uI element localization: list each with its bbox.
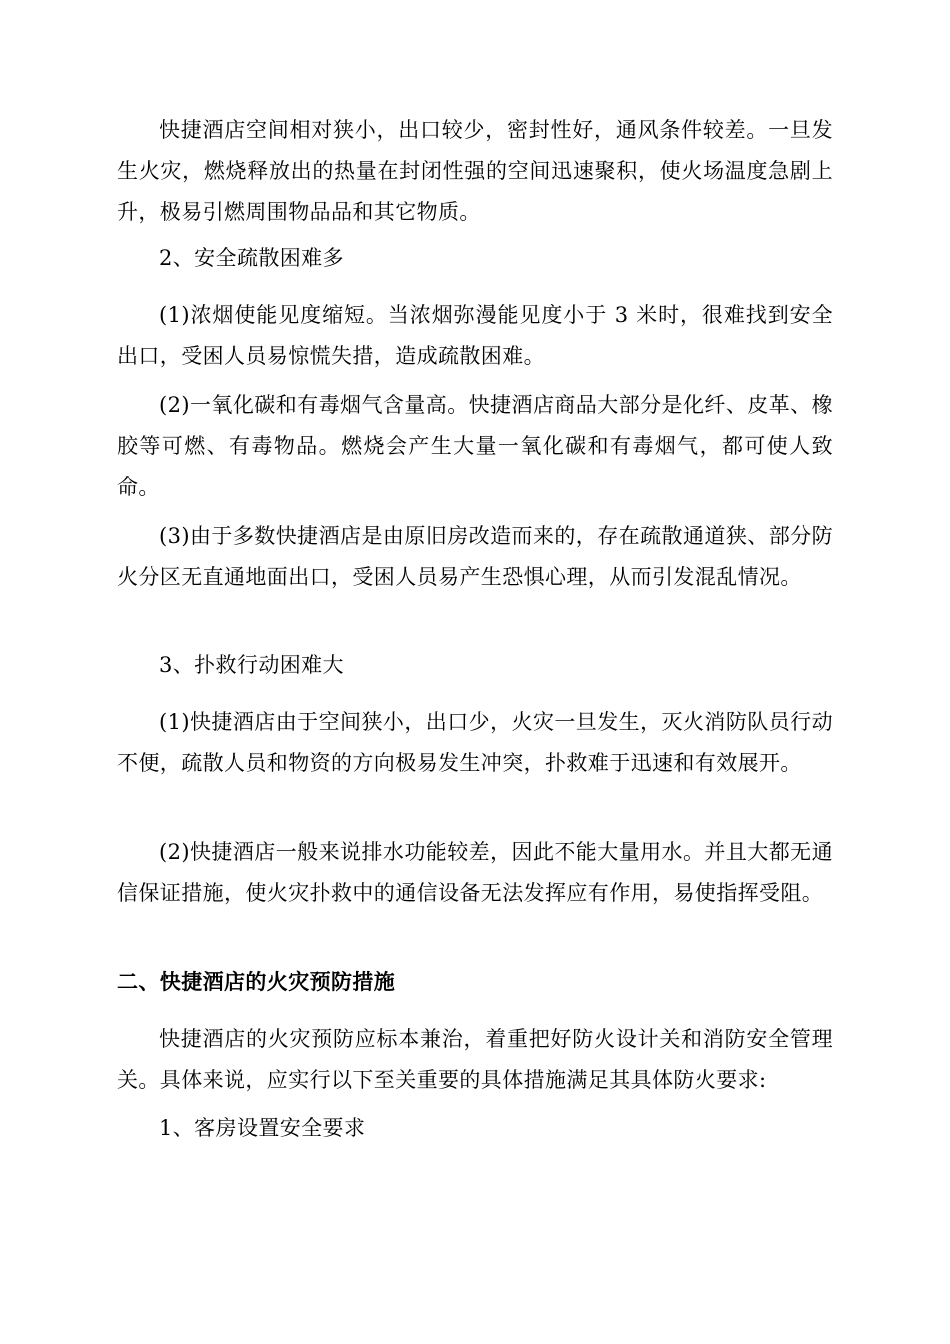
paragraph-narrow-exits: (3)由于多数快捷酒店是由原旧房改造而来的，存在疏散通道狭、部分防火分区无直通地面出口，受困人员易产生恐惧心理，从而引发混乱情况。: [117, 524, 833, 589]
paragraph-toxic-gas: (2)一氧化碳和有毒烟气含量高。快捷酒店商品大部分是化纤、皮革、橡胶等可燃、有毒物品。燃烧会产生大量一氧化碳和有毒烟气，都可使人致命。: [117, 393, 833, 499]
subheading-rescue-difficulty: 3、扑救行动困难大: [159, 653, 344, 677]
paragraph-drainage-communication: (2)快捷酒店一般来说排水功能较差，因此不能大量用水。并且大都无通信保证措施，使火灾扑救中的通信设备无法发挥应有作用，易使指挥受阻。: [117, 840, 833, 905]
subheading-evacuation-difficulty: 2、安全疏散困难多: [159, 246, 344, 270]
paragraph-firefighting-obstacles: (1)快捷酒店由于空间狭小，出口少，火灾一旦发生，灭火消防队员行动不便，疏散人员和物资的方向极易发生冲突，扑救难于迅速和有效展开。: [117, 710, 833, 775]
paragraph-smoke-visibility: (1)浓烟使能见度缩短。当浓烟弥漫能见度小于 3 米时，很难找到安全出口，受困人员易惊慌失措，造成疏散困难。: [117, 303, 833, 368]
subheading-room-safety: 1、客房设置安全要求: [159, 1116, 366, 1140]
paragraph-prevention-intro: 快捷酒店的火灾预防应标本兼治，着重把好防火设计关和消防安全管理关。具体来说，应实行以下至关重要的具体措施满足其具体防火要求:: [117, 1027, 833, 1092]
paragraph-fire-spread: 快捷酒店空间相对狭小，出口较少，密封性好，通风条件较差。一旦发生火灾，燃烧释放出的热量在封闭性强的空间迅速聚积，使火场温度急剧上升，极易引燃周围物品品和其它物质。: [117, 118, 833, 224]
section-heading-prevention: 二、快捷酒店的火灾预防措施: [117, 970, 396, 994]
